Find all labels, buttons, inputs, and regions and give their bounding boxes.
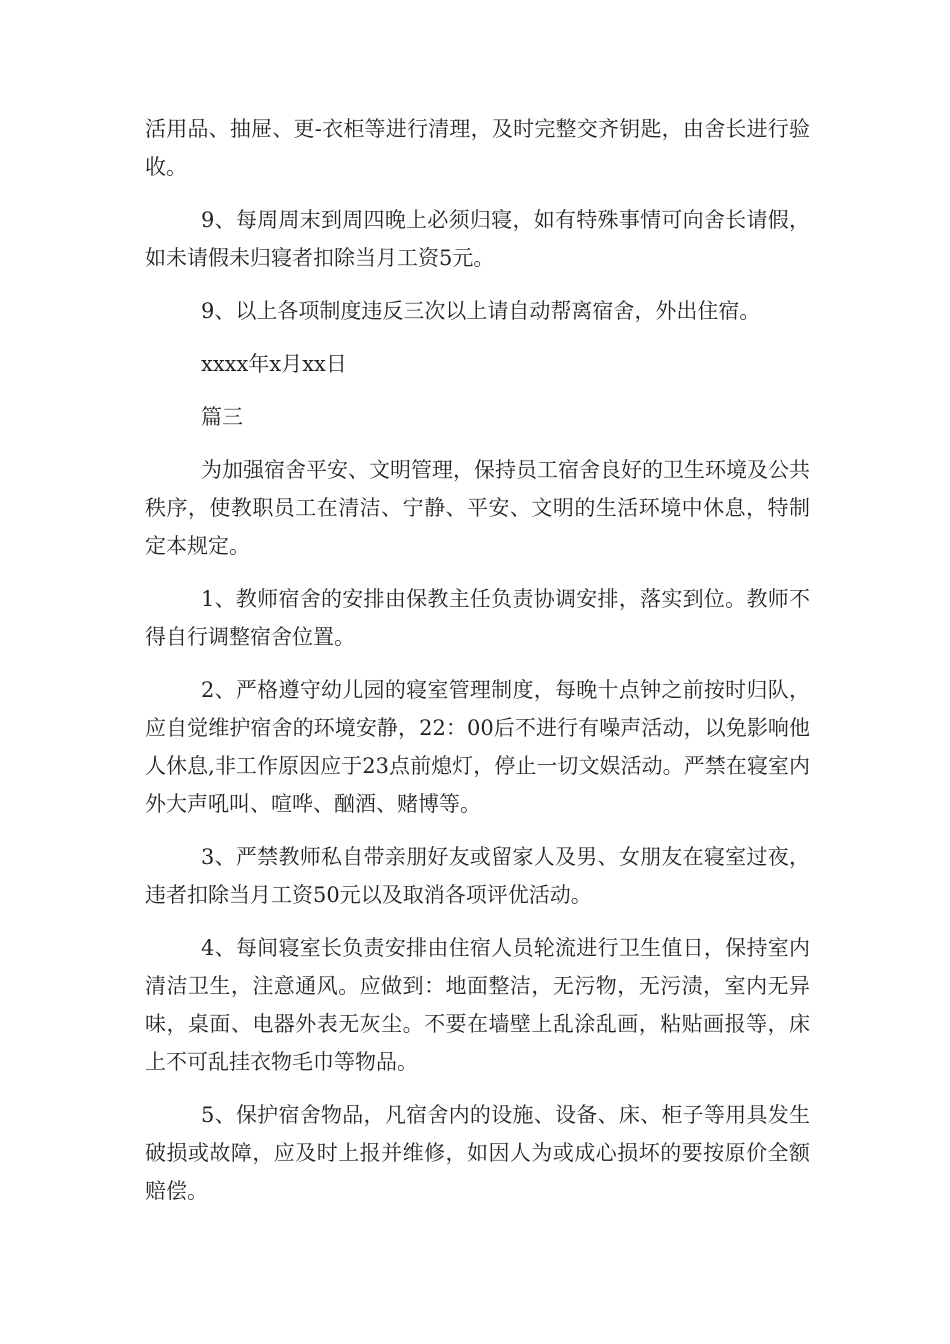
paragraph-rule-4: 4、每间寝室长负责安排由住宿人员轮流进行卫生值日，保持室内清洁卫生，注意通风。应做到：地面整洁，无污物，无污渍，室内无异味，桌面、电器外表无灰尘。不要在墙壁上乱涂乱画，粘贴画报等，床上不可乱挂衣物毛巾等物品。 [145,936,810,1074]
paragraph-rule-9-weekend-return: 9、每周周末到周四晚上必须归寝，如有特殊事情可向舍长请假，如未请假未归寝者扣除当月工资5元。 [145,208,810,270]
paragraph-rule-2: 2、严格遵守幼儿园的寝室管理制度，每晚十点钟之前按时归队，应自觉维护宿舍的环境安静，22：00后不进行有噪声活动，以免影响他人休息,非工作原因应于23点前熄灯，停止一切文娱活动。严禁在寝室内外大声吼叫、喧哗、酗酒、赌博等。 [145,678,810,816]
paragraph-rule-5: 5、保护宿舍物品，凡宿舍内的设施、设备、床、柜子等用具发生破损或故障，应及时上报并维修，如因人为或成心损坏的要按原价全额赔偿。 [145,1103,810,1203]
paragraph-rule-9-violations: 9、以上各项制度违反三次以上请自动帮离宿舍，外出住宿。 [201,299,761,323]
paragraph-rule-3: 3、严禁教师私自带亲朋好友或留家人及男、女朋友在寝室过夜，违者扣除当月工资50元以及取消各项评优活动。 [145,845,810,907]
paragraph-continuation: 活用品、抽屉、更-衣柜等进行清理，及时完整交齐钥匙，由舍长进行验收。 [145,117,810,179]
document-body [145,110,810,1225]
date-line: xxxx年x月xx日 [201,352,347,376]
paragraph-rule-1: 1、教师宿舍的安排由保教主任负责协调安排，落实到位。教师不得自行调整宿舍位置。 [145,587,810,649]
paragraph-intro: 为加强宿舍平安、文明管理，保持员工宿舍良好的卫生环境及公共秩序，使教职员工在清洁、宁静、平安、文明的生活环境中休息，特制定本规定。 [145,458,810,558]
section-heading: 篇三 [201,405,243,429]
